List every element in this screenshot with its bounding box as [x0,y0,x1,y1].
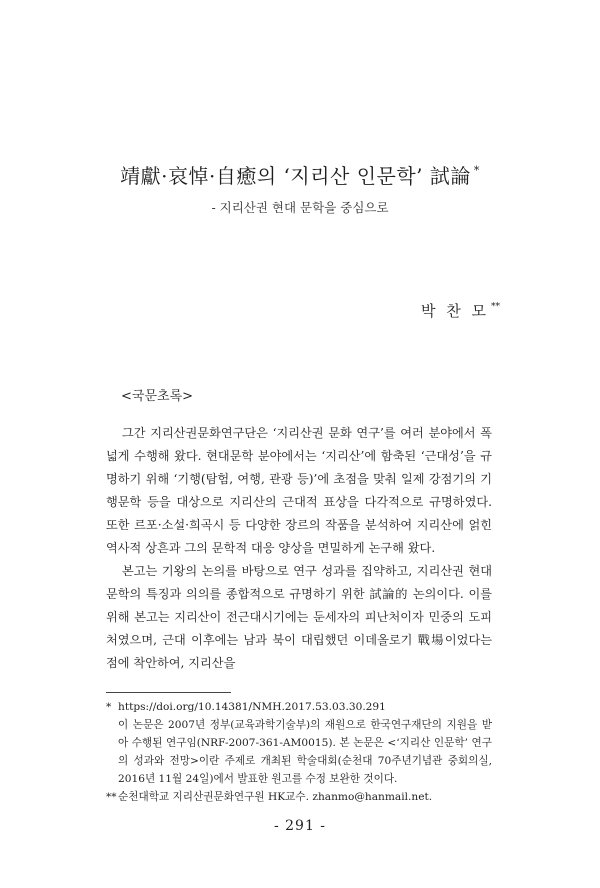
title-footnote-marker: * [473,164,480,177]
paper-title-text: 靖獻·哀悼·自癒의 ‘지리산 인문학’ 試論 [120,164,471,188]
abstract-paragraph-2: 본고는 기왕의 논의를 바탕으로 연구 성과를 집약하고, 지리산권 현대 문학의 특징과 의의를 종합적으로 규명하기 위한 試論的 논의이다. 이를 위해 본고는 지리산이 전근대시기에는 둔세자의 피난처이자 민중의 도피처였으며, 근대 이후에는 남과 북이 대립했던 이데올로기 戰場이었다는 점에 착안하여, 지리산을 [106,564,492,670]
footnote-2-marker: ** [106,791,117,803]
abstract-paragraph-1: 그간 지리산권문화연구단은 ‘지리산권 문화 연구’를 여러 분야에서 폭넓게 수행해 왔다. 현대문학 분야에서는 ‘지리산’에 함축된 ‘근대성’을 규명하기 위해 ‘기행(탐험, 여행, 관광 등)’에 초점을 맞춰 일제 강점기의 기행문학 등을 대상으로 지리산의 근대적 표상을 다각적으로 규명하였다. 또한 르포·소설·희곡시 등 다양한 장르의 작품을 분석하여 지리산에 얽힌 역사적 상흔과 그의 문학적 대응 양상을 면밀하게 논구해 왔다. [106,426,492,555]
author-footnote-marker: ** [491,302,500,312]
abstract-heading: <국문초록> [121,389,194,404]
footnote-1-doi-link[interactable]: https://doi.org/10.14381/NMH.2017.53.03.30.291 [118,701,386,713]
footnote-1-marker: * [106,701,112,713]
footnote-1 [106,698,492,788]
footnote-1-body: 이 논문은 2007년 정부(교육과학기술부)의 재원으로 한국연구재단의 지원을 받아 수행된 연구임(NRF-2007-361-AM0015). 본 논문은 <‘지리산 인문학’ 연구의 성과와 전망>이란 주제로 개최된 학술대회(순천대 70주년기념관 중회의실, 2016년 11월 24일)에서 발표한 원고를 수정 보완한 것이다. [118,719,492,785]
page-number: - 291 - [273,818,327,834]
footnote-2 [106,788,492,806]
paper-title [0,160,600,189]
abstract-body [106,422,492,675]
author-line [421,300,500,321]
footnote-2-text: 순천대학교 지리산권문화연구원 HK교수. zhanmo@hanmail.net. [118,791,433,803]
paper-subtitle: - 지리산권 현대 문학을 중심으로 [211,200,389,215]
footnotes [106,698,492,806]
footnote-divider [106,692,231,693]
author-name: 박 찬 모 [420,302,489,320]
